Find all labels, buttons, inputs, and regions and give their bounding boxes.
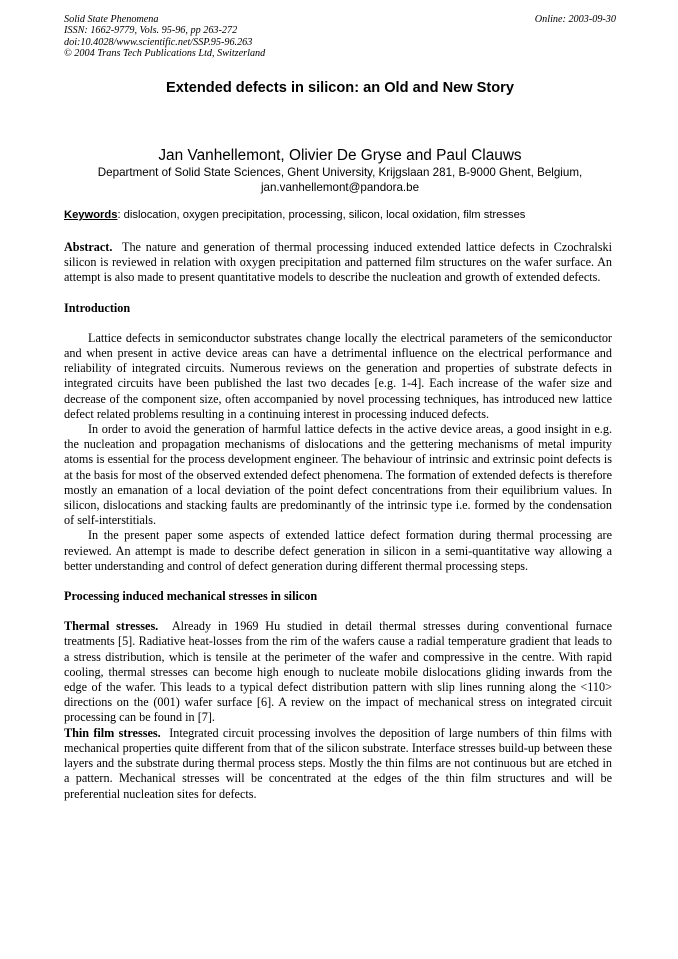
intro-paragraph: In order to avoid the generation of harmful lattice defects in the active device areas, a good insight in e.g. the nucleation and propagation mechanisms of dislocations and the gettering mechanisms of metal impurity atoms is essential for the process development engineer. The behaviour of intrinsic and extrinsic point defects is at the basis for most of the observed extended defect phenomena. The formation of extended defects is therefore mostly an emanation of a local deviation of the point defect concentrations from their equilibrium values. In silicon, dislocations and stacking faults are predominantly of the intrinsic type i.e. formed by the condensation of self-interstitials. [64,422,612,528]
abstract-label: Abstract. [64,240,113,254]
paper-title: Extended defects in silicon: an Old and New Story [166,80,514,96]
keywords-text: : dislocation, oxygen precipitation, processing, silicon, local oxidation, film stresses [117,209,526,221]
journal-header [64,14,616,60]
journal-name: Solid State Phenomena [64,14,159,25]
copyright-line: © 2004 Trans Tech Publications Ltd, Switzerland [64,48,266,60]
online-date: Online: 2003-09-30 [534,14,616,25]
affiliation-block [60,165,620,195]
abstract [64,240,612,286]
thermal-stresses-text: Already in 1969 Hu studied in detail thermal stresses during conventional furnace treatments [5]. Radiative heat-losses from the rim of the wafers cause a radial temperature gradient that leads to a stress distribution, which is tensile at the perimeter of the wafer and compressive in the centre. With rapid cooling, thermal stresses can become high enough to nucleate mobile dislocations gliding inwards from the edge of the wafer. This leads to a typical defect distribution pattern with slip lines running along the <110> directions on the (001) wafer surface [6]. A review on the impact of mechanical stress on integrated circuit processing can be found in [7]. [64,619,612,725]
section-heading-stresses: Processing induced mechanical stresses in silicon [64,589,318,604]
intro-paragraph: In the present paper some aspects of extended lattice defect formation during thermal processing are reviewed. An attempt is made to describe defect generation in silicon in a semi-quantitative way allowing a better understanding and control of defect generation during different thermal processing steps. [64,528,612,573]
film-stresses-paragraph [64,726,612,802]
thermal-stresses-paragraph [64,619,612,725]
abstract-text: The nature and generation of thermal processing induced extended lattice defects in Czochralski silicon is reviewed in relation with oxygen precipitation and patterned film structures on the wafer surface. An attempt is also made to present quantitative models to describe the nucleation and growth of extended defects. [64,240,612,285]
film-stresses-label: Thin film stresses. [64,725,161,740]
author-email: jan.vanhellemont@pandora.be [260,181,420,194]
issn-line: ISSN: 1662-9779, Vols. 95-96, pp 263-272 [64,25,238,37]
author-list: Jan Vanhellemont, Olivier De Gryse and Paul Clauws [158,147,522,164]
doi-line: doi:10.4028/www.scientific.net/SSP.95-96.263 [64,36,253,48]
keywords-line [64,209,624,221]
film-stresses-text: Integrated circuit processing involves the deposition of large numbers of thin films with mechanical properties quite different from that of the silicon substrate. Interface stresses build-up between these layers and the substrate during thermal process steps. Mostly the thin films are not continuous but are etched in a pattern. Mechanical stresses will be concentrated at the edges of the thin film structures and will be preferential nucleation sites for defects. [64,725,613,801]
intro-paragraph: Lattice defects in semiconductor substrates change locally the electrical parameters of the semiconductor and when present in active device areas can have a detrimental influence on the electrical performance and reliability of integrated circuits. Numerous reviews on the generation and properties of substrate defects in integrated circuits have been published the last two decades [e.g. 1-4]. Each increase of the wafer size and decrease of the component size, often accompanied by novel processing techniques, has introduced new lattice defect related problems resulting in a continuing interest in processing induced defects. [64,330,612,421]
paper-body [64,240,612,802]
section-heading-introduction: Introduction [64,300,131,315]
keywords-label: Keywords [64,209,118,221]
thermal-stresses-label: Thermal stresses. [64,619,159,634]
affiliation: Department of Solid State Sciences, Ghent University, Krijgslaan 281, B-9000 Ghent, Belgium, [97,166,583,179]
